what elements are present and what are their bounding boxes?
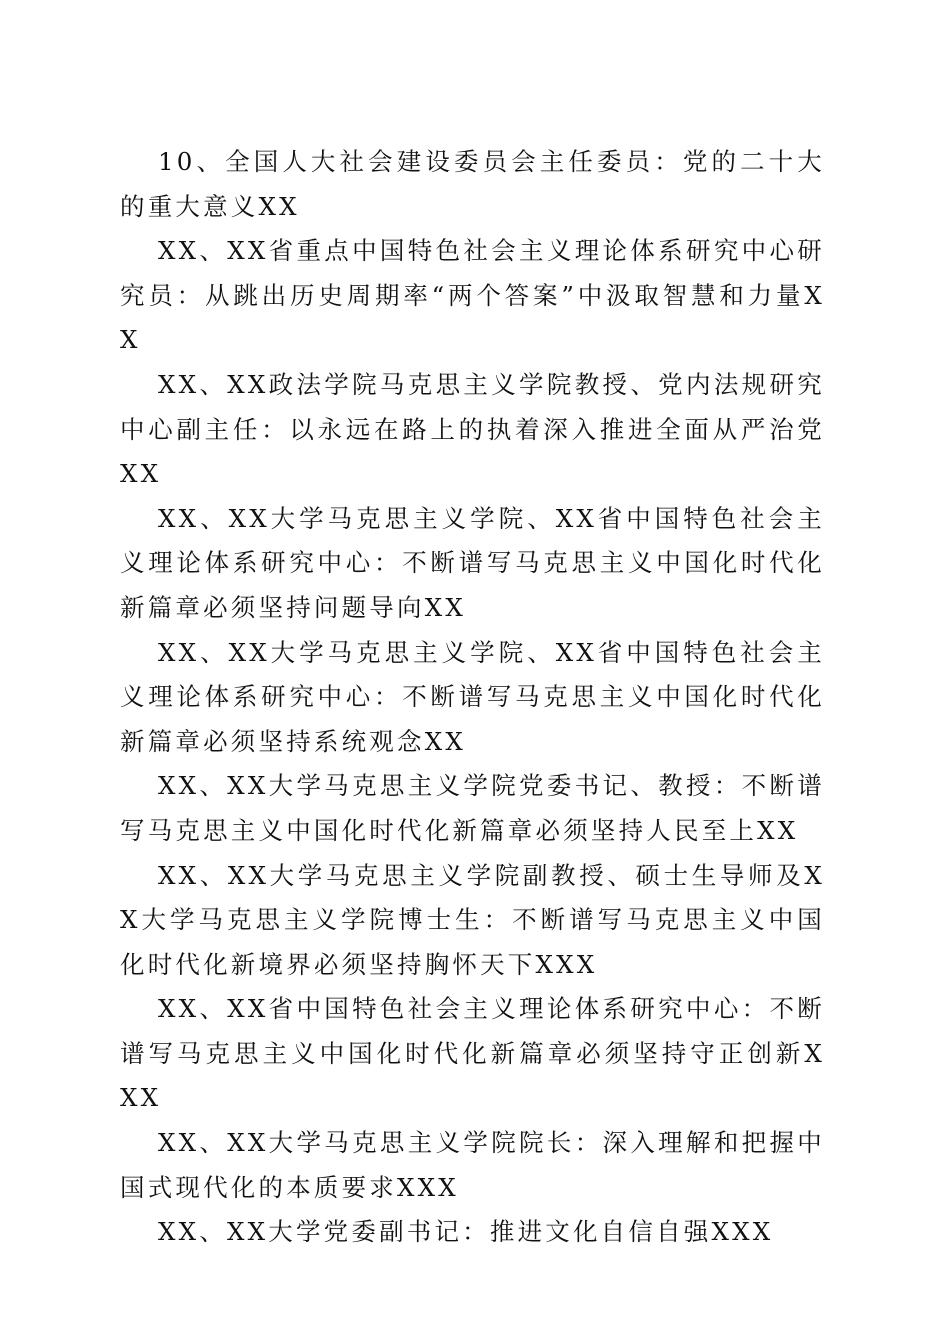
document-body — [120, 140, 825, 1255]
entry-1: 10、全国人大社会建设委员会主任委员：党的二十大的重大意义XX — [120, 147, 825, 221]
entry-10: XX、XX大学党委副书记：推进文化自信自强XXX — [158, 1217, 774, 1247]
entry-7: XX、XX大学马克思主义学院副教授、硕士生导师及XX大学马克思主义学院博士生：不断谱写马克思主义中国化时代化新境界必须坚持胸怀天下XXX — [120, 860, 825, 979]
entry-5: XX、XX大学马克思主义学院、XX省中国特色社会主义理论体系研究中心：不断谱写马克思主义中国化时代化新篇章必须坚持系统观念XX — [120, 637, 825, 756]
entry-6: XX、XX大学马克思主义学院党委书记、教授：不断谱写马克思主义中国化时代化新篇章必须坚持人民至上XX — [120, 771, 825, 845]
entry-8: XX、XX省中国特色社会主义理论体系研究中心：不断谱写马克思主义中国化时代化新篇章必须坚持守正创新XXX — [120, 994, 825, 1113]
entry-4: XX、XX大学马克思主义学院、XX省中国特色社会主义理论体系研究中心：不断谱写马克思主义中国化时代化新篇章必须坚持问题导向XX — [120, 503, 825, 622]
entry-3: XX、XX政法学院马克思主义学院教授、党内法规研究中心副主任：以永远在路上的执着深入推进全面从严治党XX — [120, 369, 825, 489]
entry-9: XX、XX大学马克思主义学院院长：深入理解和把握中国式现代化的本质要求XXX — [120, 1128, 825, 1202]
entry-2: XX、XX省重点中国特色社会主义理论体系研究中心研究员：从跳出历史周期率“两个答案”中汲取智慧和力量XX — [120, 236, 825, 355]
